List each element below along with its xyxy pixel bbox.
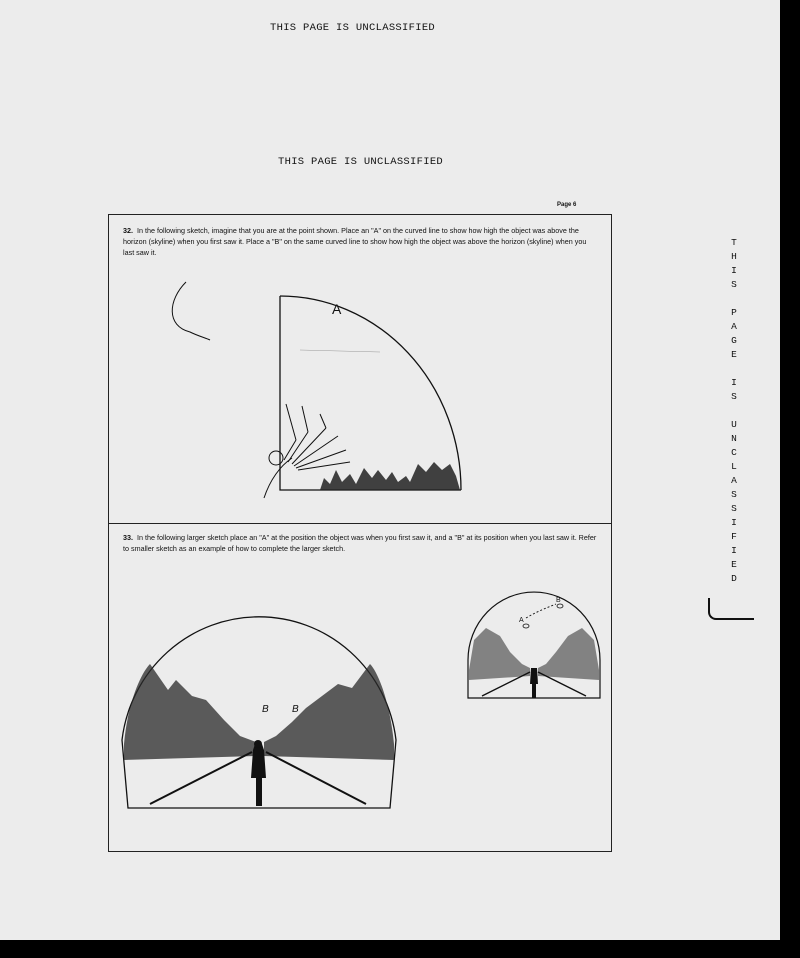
margin-stamp-letter: D [731, 573, 737, 584]
classification-header-top: THIS PAGE IS UNCLASSIFIED [270, 22, 436, 34]
q33-mark-b-2: B [292, 704, 299, 715]
margin-stamp-letter: E [731, 559, 737, 570]
margin-stamp-letter: S [731, 489, 737, 500]
margin-stamp-letter: L [731, 461, 737, 472]
margin-stamp-letter: T [731, 237, 737, 248]
margin-stamp-letter: U [731, 419, 737, 430]
margin-stamp-letter: F [731, 531, 737, 542]
margin-stamp-letter: I [731, 517, 737, 528]
classification-header: THIS PAGE IS UNCLASSIFIED [278, 156, 444, 168]
question-33-number: 33. [123, 533, 133, 542]
q32-sky-sketch [172, 282, 461, 490]
margin-stamp-letter: I [731, 545, 737, 556]
margin-stamp-letter: A [731, 475, 737, 486]
margin-stamp-letter: A [731, 321, 737, 332]
margin-stamp-letter: E [731, 349, 737, 360]
scan-border-right [780, 0, 800, 958]
scan-border-bottom [0, 940, 800, 958]
margin-stamp-letter: S [731, 279, 737, 290]
q32-mark-a: A [332, 301, 342, 317]
margin-stamp-letter: S [731, 503, 737, 514]
question-33-text: In the following larger sketch place an "A" at the position the object was when you first saw it, and a "B" at its position when you last saw it. Refer to smaller sketch as an example of how to complete the larger sketch. [123, 533, 597, 553]
margin-stamp-letter: C [731, 447, 737, 458]
margin-stamp-letter: H [731, 251, 737, 262]
page-number: Page 6 [557, 202, 577, 208]
q32-skyline-trees [320, 462, 460, 490]
q33-large-street-scene [124, 664, 394, 806]
margin-stamp-letter: I [731, 377, 737, 388]
margin-stamp-letter: N [731, 433, 737, 444]
question-32-number: 32. [123, 226, 133, 235]
margin-stamp-letter: I [731, 265, 737, 276]
q33-mark-b-1: B [262, 704, 269, 715]
margin-stamp-letter: P [731, 307, 737, 318]
question-32-text: In the following sketch, imagine that you are at the point shown. Place an "A" on the curved line to show how high the object was above the horizon (skyline) when you first saw it. Place a "B" on the same curved line to show how high the object was above the horizon (skyline) when you last saw it. [123, 226, 587, 257]
q33-example-label-a: A [519, 617, 524, 624]
q33-example-label-b: B [556, 597, 561, 604]
q33-example-street-scene [469, 604, 599, 698]
margin-stamp-letter: G [731, 335, 737, 346]
margin-stamp-letter: S [731, 391, 737, 402]
